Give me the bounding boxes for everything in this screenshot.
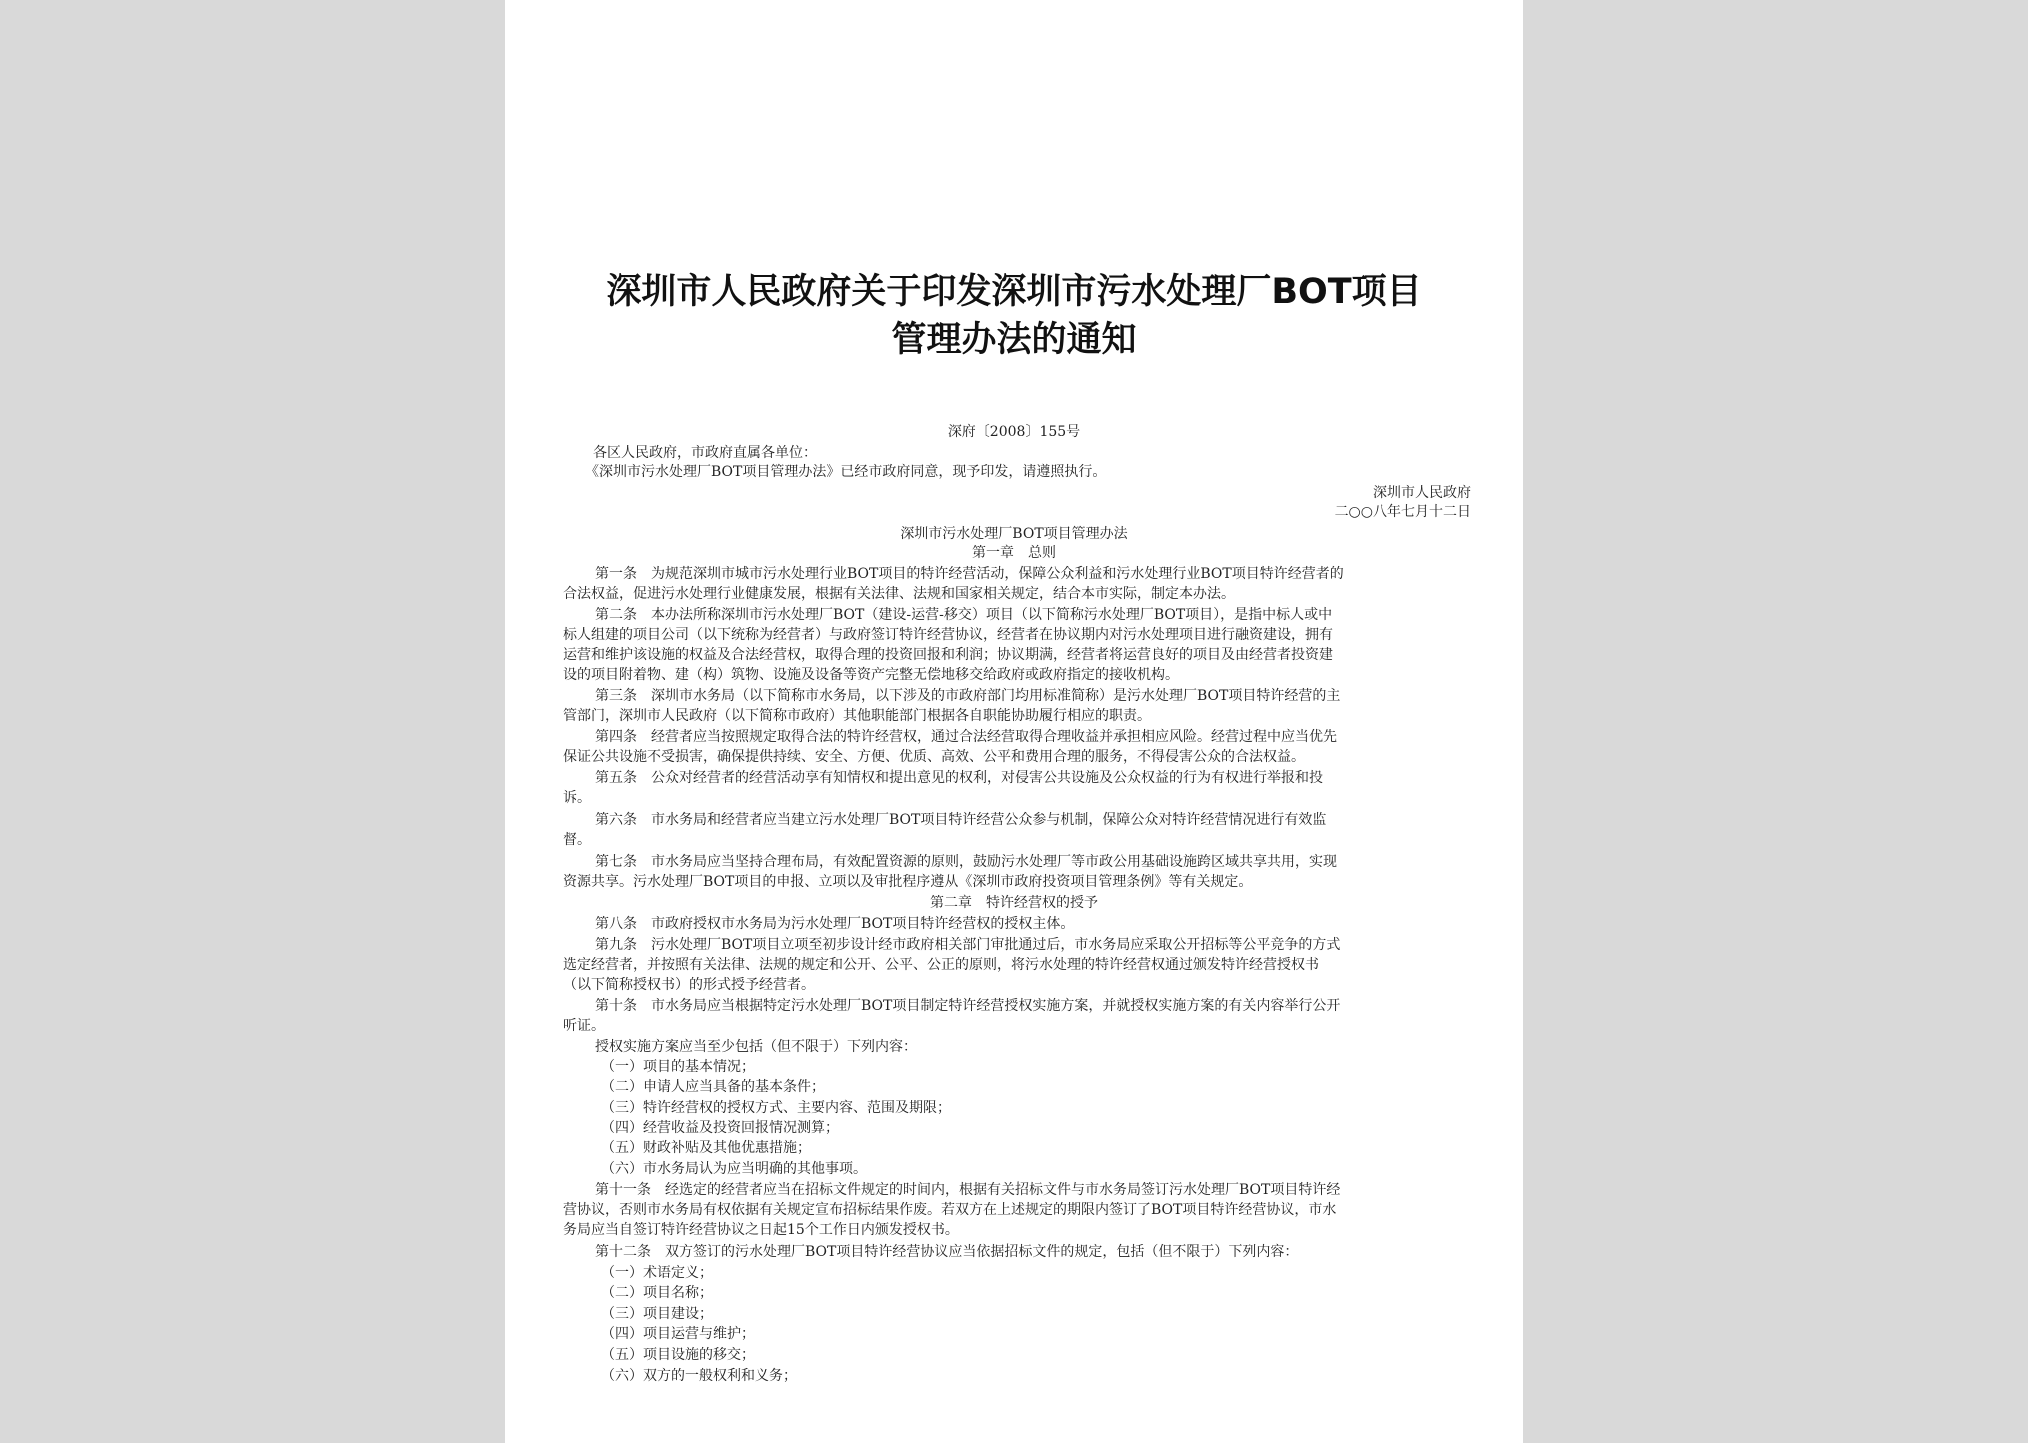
list-item: （六）市水务局认为应当明确的其他事项。 xyxy=(601,1161,867,1177)
article-line: （以下简称授权书）的形式授予经营者。 xyxy=(563,977,815,993)
list-item: （二）项目名称； xyxy=(601,1285,713,1301)
article-line: 标人组建的项目公司（以下统称为经营者）与政府签订特许经营协议，经营者在协议期内对污水处理项目进行融资建设，拥有 xyxy=(563,627,1333,643)
list-item: （四）经营收益及投资回报情况测算； xyxy=(601,1120,839,1136)
regulation-title: 深圳市污水处理厂BOT项目管理办法 xyxy=(900,526,1128,542)
article-line: 授权实施方案应当至少包括（但不限于）下列内容： xyxy=(595,1039,917,1055)
article-line: 第十二条 双方签订的污水处理厂BOT项目特许经营协议应当依据招标文件的规定，包括（但不限于）下列内容： xyxy=(595,1244,1299,1260)
article-line: 务局应当自签订特许经营协议之日起15个工作日内颁发授权书。 xyxy=(563,1222,959,1238)
article-line: 合法权益，促进污水处理行业健康发展，根据有关法律、法规和国家相关规定，结合本市实际，制定本办法。 xyxy=(563,586,1235,602)
list-item: （二）申请人应当具备的基本条件； xyxy=(601,1079,825,1095)
article-line: 第七条 市水务局应当坚持合理布局，有效配置资源的原则，鼓励污水处理厂等市政公用基础设施跨区域共享共用，实现 xyxy=(595,854,1337,870)
article-line: 运营和维护该设施的权益及合法经营权，取得合理的投资回报和利润；协议期满，经营者将运营良好的项目及由经营者投资建 xyxy=(563,647,1333,663)
document-page xyxy=(505,0,1523,1443)
article-line: 第十条 市水务局应当根据特定污水处理厂BOT项目制定特许经营授权实施方案，并就授权实施方案的有关内容举行公开 xyxy=(595,998,1341,1014)
chapter-heading: 第二章 特许经营权的授予 xyxy=(930,895,1098,911)
article-line: 营协议，否则市水务局有权依据有关规定宣布招标结果作废。若双方在上述规定的期限内签订了BOT项目特许经营协议，市水 xyxy=(563,1202,1337,1218)
list-item: （一）术语定义； xyxy=(601,1265,713,1281)
article-line: 第一条 为规范深圳市城市污水处理行业BOT项目的特许经营活动，保障公众利益和污水处理行业BOT项目特许经营者的 xyxy=(595,566,1344,582)
article-line: 听证。 xyxy=(563,1018,605,1034)
article-line: 选定经营者，并按照有关法律、法规的规定和公开、公平、公正的原则，将污水处理的特许经营权通过颁发特许经营授权书 xyxy=(563,957,1319,973)
document-title-line-1: 深圳市人民政府关于印发深圳市污水处理厂BOT项目 xyxy=(606,272,1422,312)
list-item: （四）项目运营与维护； xyxy=(601,1326,755,1342)
article-line: 第十一条 经选定的经营者应当在招标文件规定的时间内，根据有关招标文件与市水务局签订污水处理厂BOT项目特许经 xyxy=(595,1182,1341,1198)
list-item: （三）项目建设； xyxy=(601,1306,713,1322)
document-title-line-2: 管理办法的通知 xyxy=(891,320,1137,360)
addressee: 各区人民政府，市政府直属各单位： xyxy=(593,445,817,461)
article-line: 第五条 公众对经营者的经营活动享有知情权和提出意见的权利，对侵害公共设施及公众权益的行为有权进行举报和投 xyxy=(595,770,1323,786)
list-item: （一）项目的基本情况； xyxy=(601,1059,755,1075)
article-line: 第二条 本办法所称深圳市污水处理厂BOT（建设-运营-移交）项目（以下简称污水处理厂BOT项目），是指中标人或中 xyxy=(595,607,1333,623)
article-line: 保证公共设施不受损害，确保提供持续、安全、方便、优质、高效、公平和费用合理的服务，不得侵害公众的合法权益。 xyxy=(563,749,1305,765)
article-line: 资源共享。污水处理厂BOT项目的申报、立项以及审批程序遵从《深圳市政府投资项目管理条例》等有关规定。 xyxy=(563,874,1253,890)
article-line: 诉。 xyxy=(563,790,591,806)
article-line: 第六条 市水务局和经营者应当建立污水处理厂BOT项目特许经营公众参与机制，保障公众对特许经营情况进行有效监 xyxy=(595,812,1327,828)
list-item: （三）特许经营权的授权方式、主要内容、范围及期限； xyxy=(601,1100,951,1116)
article-line: 第三条 深圳市水务局（以下简称市水务局，以下涉及的市政府部门均用标准简称）是污水处理厂BOT项目特许经营的主 xyxy=(595,688,1341,704)
issue-date: 二○○八年七月十二日 xyxy=(1334,504,1471,520)
article-line: 督。 xyxy=(563,832,591,848)
chapter-heading: 第一章 总则 xyxy=(972,545,1056,561)
article-line: 设的项目附着物、建（构）筑物、设施及设备等资产完整无偿地移交给政府或政府指定的接收机构。 xyxy=(563,667,1179,683)
list-item: （五）项目设施的移交； xyxy=(601,1347,755,1363)
list-item: （五）财政补贴及其他优惠措施； xyxy=(601,1140,811,1156)
issuer: 深圳市人民政府 xyxy=(1373,485,1471,501)
notice-paragraph: 《深圳市污水处理厂BOT项目管理办法》已经市政府同意，现予印发，请遵照执行。 xyxy=(585,464,1107,480)
article-line: 第八条 市政府授权市水务局为污水处理厂BOT项目特许经营权的授权主体。 xyxy=(595,916,1075,932)
article-line: 第四条 经营者应当按照规定取得合法的特许经营权，通过合法经营取得合理收益并承担相应风险。经营过程中应当优先 xyxy=(595,729,1337,745)
article-line: 管部门，深圳市人民政府（以下简称市政府）其他职能部门根据各自职能协助履行相应的职责。 xyxy=(563,708,1151,724)
document-number: 深府〔2008〕155号 xyxy=(947,424,1081,440)
article-line: 第九条 污水处理厂BOT项目立项至初步设计经市政府相关部门审批通过后，市水务局应采取公开招标等公平竞争的方式 xyxy=(595,937,1341,953)
list-item: （六）双方的一般权利和义务； xyxy=(601,1368,797,1384)
